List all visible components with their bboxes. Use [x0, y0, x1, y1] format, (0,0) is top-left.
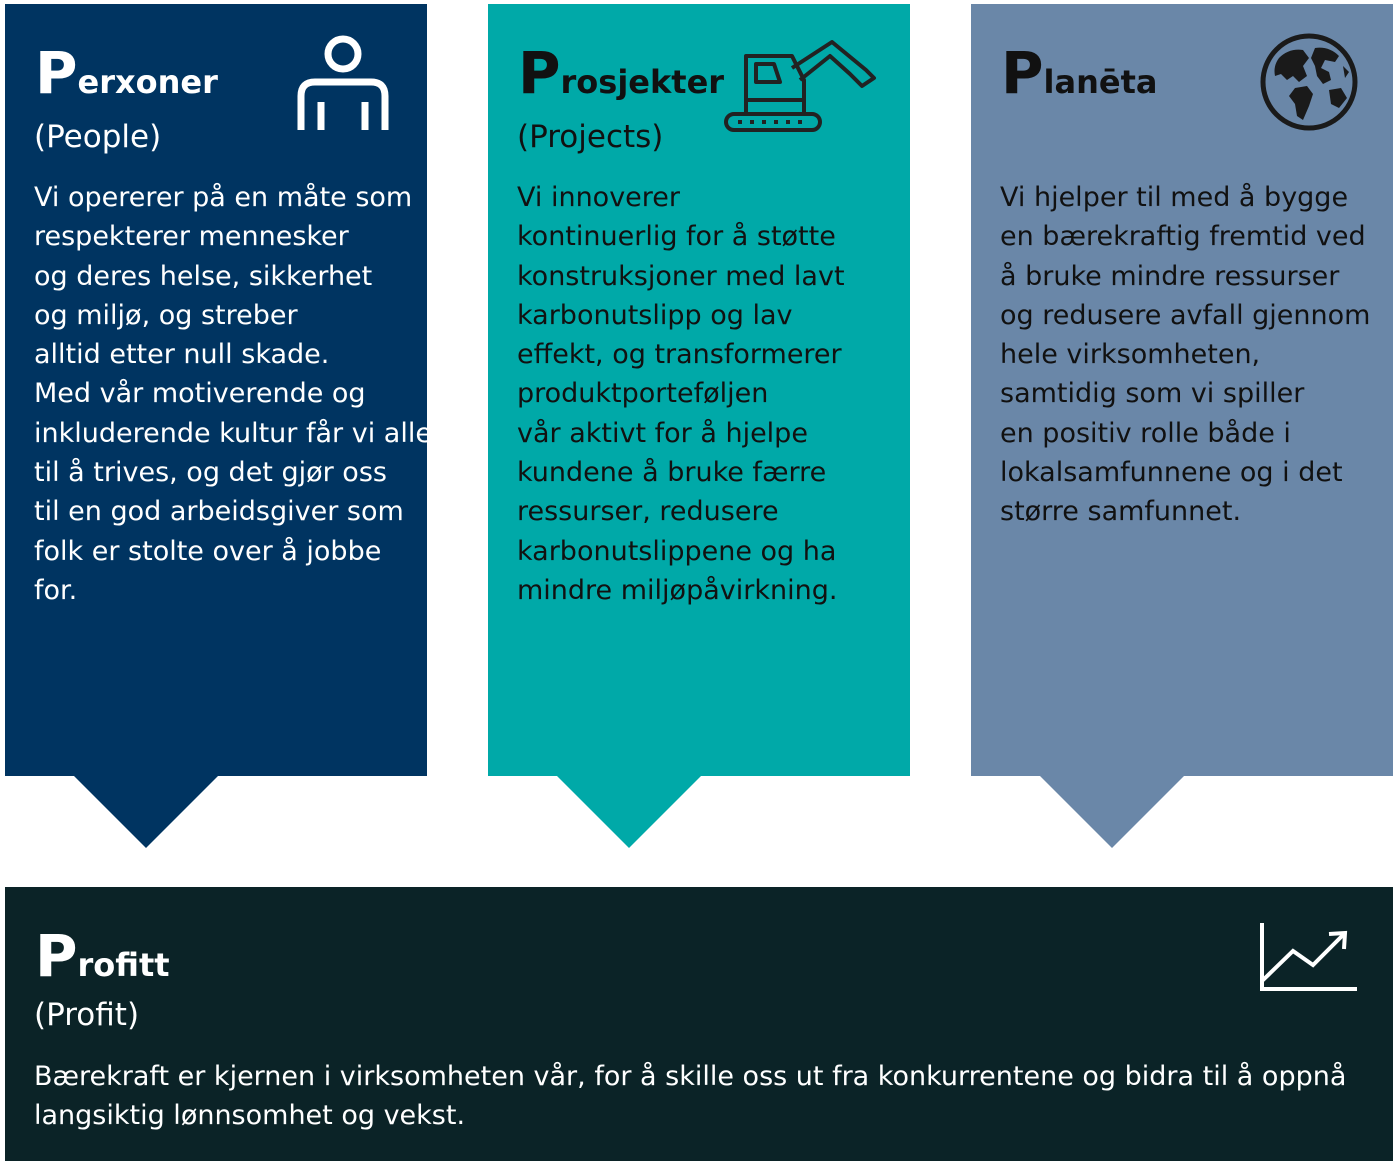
people-line: til å trives, og det gjør oss	[34, 457, 387, 489]
profit-card	[5, 887, 1393, 1161]
planet-line: en positiv rolle både i	[1000, 417, 1291, 449]
planet-title	[1001, 39, 1158, 107]
people-line: Vi opererer på en måte som	[34, 182, 413, 213]
projects-line: karbonutslipp og lav	[517, 299, 793, 331]
projects-line: Vi innoverer	[517, 182, 681, 213]
planet-line: en bærekraftig fremtid ved	[1000, 221, 1366, 253]
people-title-rest: erxoner	[77, 63, 218, 101]
planet-title-rest: lanēta	[1043, 63, 1158, 101]
people-line: til en god arbeidsgiver som	[34, 496, 404, 528]
profit-title-rest: rofitt	[77, 946, 170, 984]
projects-line: produktporteføljen	[517, 378, 769, 410]
people-title	[35, 39, 218, 107]
person-icon	[293, 34, 393, 134]
people-title-initial: P	[35, 39, 78, 107]
projects-pointer	[557, 776, 701, 848]
planet-line: og redusere avfall gjennom	[1000, 299, 1371, 331]
projects-title	[518, 39, 725, 107]
planet-line: hele virksomheten,	[1000, 339, 1261, 371]
people-line: og miljø, og streber	[34, 299, 298, 331]
globe-icon	[1259, 32, 1359, 132]
planet-line: lokalsamfunnene og i det	[1000, 457, 1343, 489]
planet-line: større samfunnet.	[1000, 496, 1242, 528]
people-pointer	[74, 776, 218, 848]
planet-line: samtidig som vi spiller	[1000, 378, 1305, 410]
profit-line: Bærekraft er kjernen i virksomheten vår, for å skille oss ut fra konkurrentene og bidra til å oppnå	[34, 1061, 1347, 1092]
projects-title-rest: rosjekter	[560, 63, 725, 101]
people-subtitle: (People)	[34, 119, 162, 155]
planet-title-initial: P	[1001, 39, 1044, 107]
projects-line: karbonutslippene og ha	[517, 535, 837, 567]
people-line: folk er stolte over å jobbe	[34, 535, 382, 567]
people-line: respekterer mennesker	[34, 221, 349, 253]
projects-line: vår aktivt for å hjelpe	[517, 417, 808, 449]
projects-body	[517, 178, 845, 610]
people-card	[5, 4, 432, 776]
projects-line: kontinuerlig for å støtte	[517, 221, 836, 253]
profit-title	[35, 922, 170, 990]
projects-title-initial: P	[518, 39, 561, 107]
profit-body	[34, 1057, 1346, 1135]
people-line: inkluderende kultur får vi alle	[34, 417, 432, 449]
people-line: alltid etter null skade.	[34, 339, 330, 371]
profit-line: langsiktig lønnsomhet og vekst.	[34, 1100, 466, 1131]
planet-line: Vi hjelper til med å bygge	[1000, 182, 1349, 213]
planet-pointer	[1040, 776, 1184, 848]
planet-body	[1000, 178, 1370, 532]
projects-line: mindre miljøpåvirkning.	[517, 574, 838, 606]
people-line: Med vår motiverende og	[34, 378, 366, 410]
planet-line: å bruke mindre ressurser	[1000, 260, 1340, 292]
people-body	[34, 178, 432, 610]
projects-line: konstruksjoner med lavt	[517, 260, 845, 292]
people-line: og deres helse, sikkerhet	[34, 260, 373, 292]
planet-card	[971, 4, 1393, 776]
projects-line: kundene å bruke færre	[517, 457, 827, 489]
profit-title-initial: P	[35, 922, 78, 990]
projects-card	[488, 4, 910, 776]
projects-subtitle: (Projects)	[517, 119, 664, 155]
projects-line: ressurser, redusere	[517, 496, 779, 528]
people-line: for.	[34, 574, 78, 606]
profit-subtitle: (Profit)	[34, 997, 140, 1033]
projects-line: effekt, og transformerer	[517, 339, 842, 371]
excavator-icon	[722, 34, 878, 134]
line-chart-icon	[1259, 921, 1359, 993]
